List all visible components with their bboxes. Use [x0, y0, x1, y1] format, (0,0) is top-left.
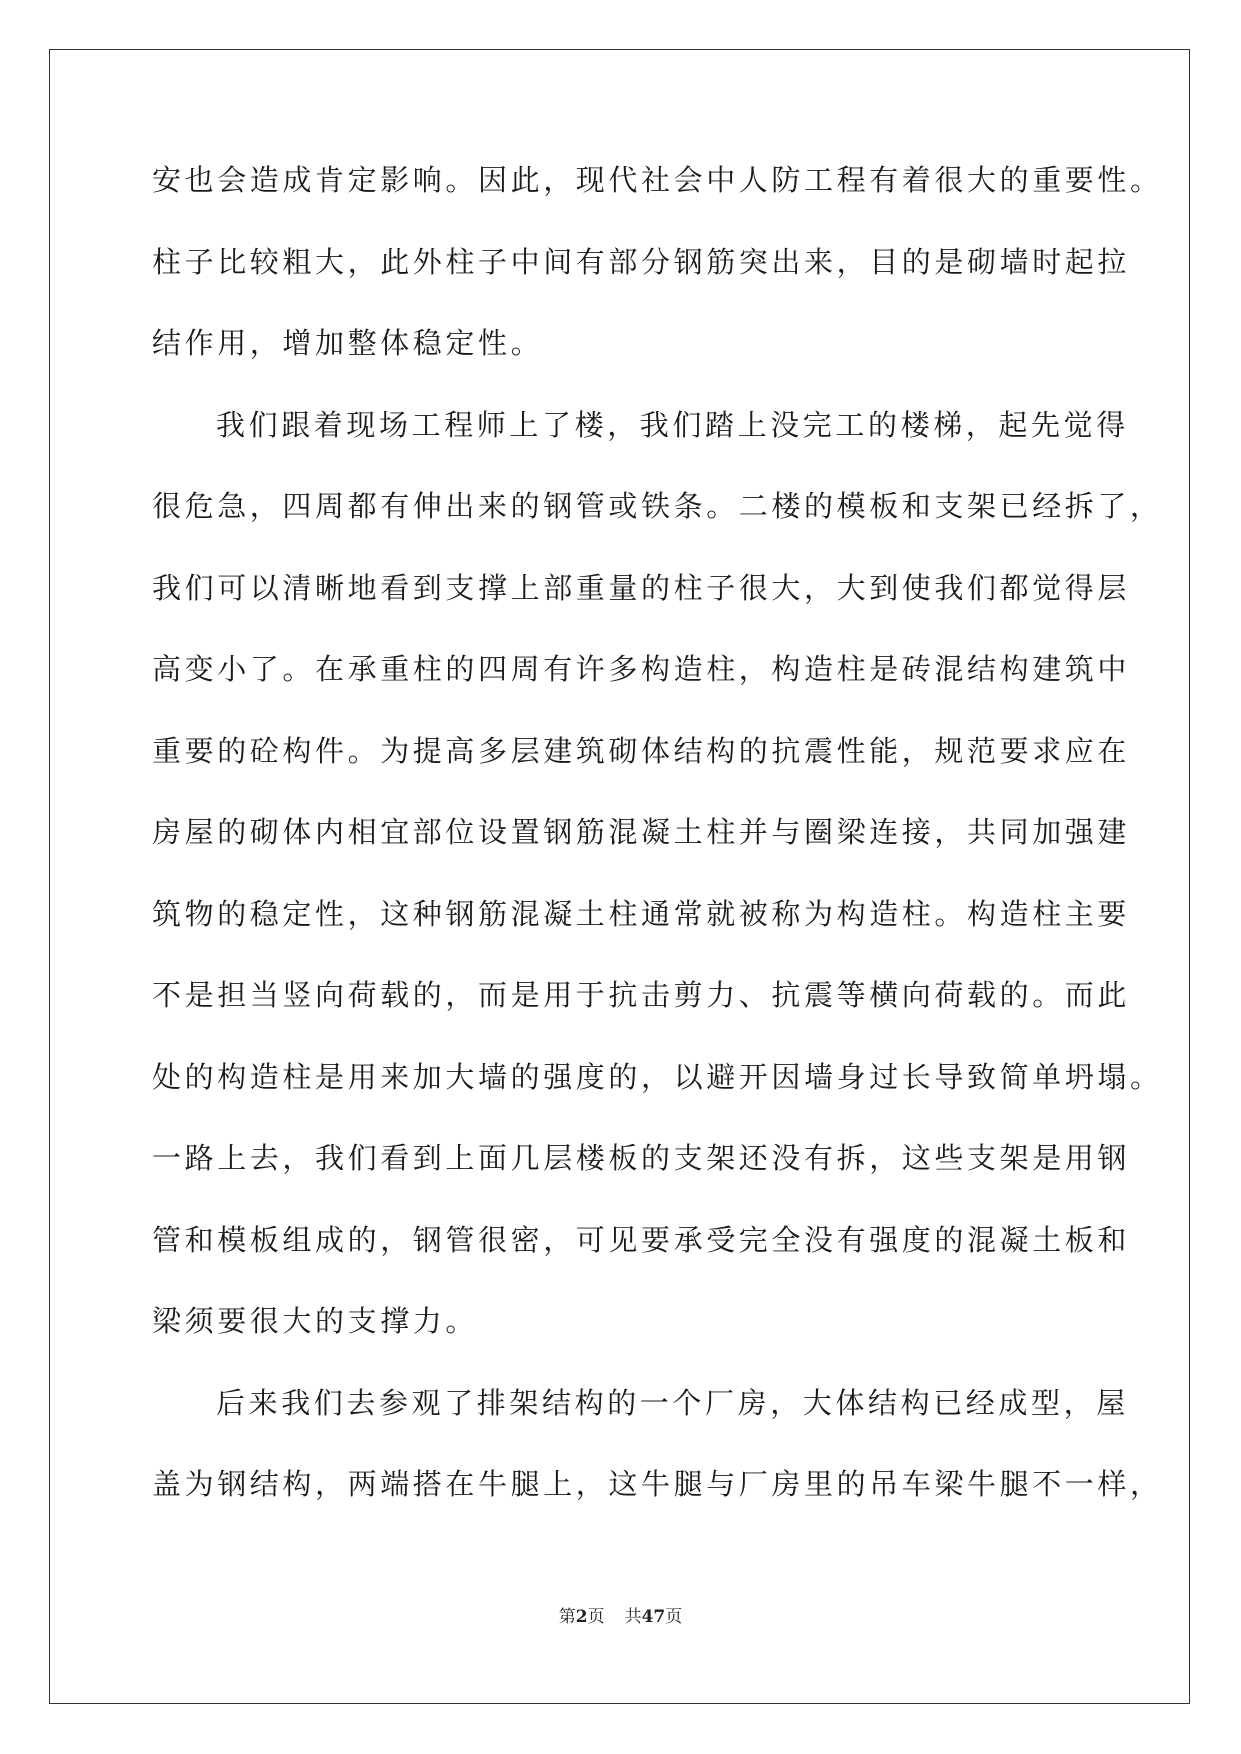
page-unit: 页	[587, 1607, 605, 1627]
text-line: 很危急，四周都有伸出来的钢管或铁条。二楼的模板和支架已经拆了，	[152, 489, 1163, 523]
document-body	[152, 140, 1163, 1526]
text-line: 安也会造成肯定影响。因此，现代社会中人防工程有着很大的重要性。	[152, 163, 1163, 197]
text-line: 梁须要很大的支撑力。	[152, 1304, 479, 1338]
text-line: 重要的砼构件。为提高多层建筑砌体结构的抗震性能，规范要求应在	[152, 733, 1131, 768]
text-line: 柱子比较粗大，此外柱子中间有部分钢筋突出来，目的是砌墙时起拉	[152, 244, 1131, 279]
page-prefix: 第	[558, 1607, 576, 1627]
text-line: 一路上去，我们看到上面几层楼板的支架还没有拆，这些支架是用钢	[152, 1141, 1131, 1175]
page-footer	[0, 1602, 1241, 1627]
total-pages: 47	[641, 1607, 666, 1627]
text-line: 结作用，增加整体稳定性。	[152, 326, 544, 360]
text-line: 筑物的稳定性，这种钢筋混凝土柱通常就被称为构造柱。构造柱主要	[152, 896, 1131, 931]
text-line: 不是担当竖向荷载的，而是用于抗击剪力、抗震等横向荷载的。而此	[152, 978, 1131, 1012]
paragraph-start-line: 后来我们去参观了排架结构的一个厂房，大体结构已经成型，屋	[216, 1385, 1129, 1420]
total-unit: 页	[665, 1607, 683, 1627]
text-line: 我们可以清晰地看到支撑上部重量的柱子很大，大到使我们都觉得层	[152, 570, 1131, 605]
text-line: 处的构造柱是用来加大墙的强度的，以避开因墙身过长导致简单坍塌。	[152, 1059, 1163, 1094]
text-line: 房屋的砌体内相宜部位设置钢筋混凝土柱并与圈梁连接，共同加强建	[152, 815, 1131, 849]
page-number: 2	[575, 1607, 588, 1627]
text-line: 盖为钢结构，两端搭在牛腿上，这牛腿与厂房里的吊车梁牛腿不一样，	[152, 1467, 1163, 1501]
text-line: 管和模板组成的，钢管很密，可见要承受完全没有强度的混凝土板和	[152, 1222, 1131, 1257]
paragraph-start-line: 我们跟着现场工程师上了楼，我们踏上没完工的楼梯，起先觉得	[216, 407, 1129, 442]
text-line: 高变小了。在承重柱的四周有许多构造柱，构造柱是砖混结构建筑中	[152, 652, 1131, 686]
total-prefix: 共	[624, 1607, 642, 1627]
